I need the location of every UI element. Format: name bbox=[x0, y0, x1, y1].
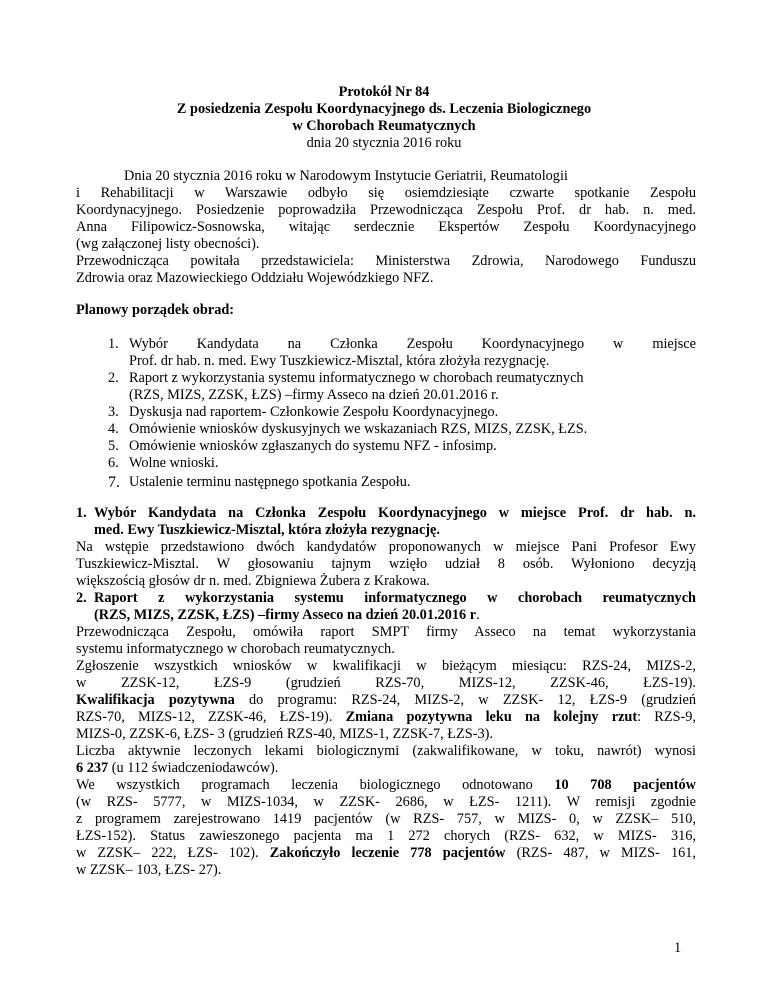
protocol-subtitle: Z posiedzenia Zespołu Koordynacyjnego ds. Leczenia Biologicznego bbox=[176, 101, 592, 117]
document-header bbox=[0, 84, 768, 152]
paragraph-line: większością głosów dr n. med. Zbigniewa Żubera z Krakowa. bbox=[76, 573, 430, 589]
intro-line: Anna Filipowicz-Sosnowska, witając serdecznie Ekspertów Zespołu Koordynacyjnego bbox=[76, 219, 696, 235]
intro-paragraph bbox=[76, 168, 696, 287]
protocol-title: Protokół Nr 84 bbox=[338, 84, 430, 100]
section-2-heading: 2. Raport z wykorzystania systemu informatycznego w chorobach reumatycznych (RZS, MIZS, ZZSK, ŁZS) –firmy Asseco na dzień 20.01.2016 r. bbox=[76, 590, 696, 623]
intro-line: (wg załączonej listy obecności). bbox=[76, 236, 260, 252]
paragraph-line: w ZZSK– 103, ŁZS- 27). bbox=[76, 862, 222, 878]
paragraph-line: systemu informatycznego w chorobach reumatycznych. bbox=[76, 641, 395, 657]
section-1-heading: 1. Wybór Kandydata na Członka Zespołu Koordynacyjnego w miejsce Prof. dr hab. n. med. Ewy Tuszkiewicz-Misztal, która złożyła rezygnację. bbox=[76, 505, 696, 538]
list-item: 2. Raport z wykorzystania systemu informatycznego w chorobach reumatycznych (RZS, MIZS, ZZSK, ŁZS) –firmy Asseco na dzień 20.01.2016 r. bbox=[108, 370, 584, 403]
paragraph-line: Kwalifikacja pozytywna do programu: RZS-24, MIZS-2, w ZZSK- 12, ŁZS-9 (grudzień bbox=[76, 692, 696, 708]
intro-line: i Rehabilitacji w Warszawie odbyło się osiemdziesiąte czwarte spotkanie Zespołu bbox=[76, 185, 696, 201]
list-item: 3. Dyskusja nad raportem- Członkowie Zespołu Koordynacyjnego. bbox=[108, 404, 499, 420]
paragraph-line: Tuszkiewicz-Misztal. W głosowaniu tajnym wzięło udział 8 osób. Wyłoniono decyzją bbox=[76, 556, 696, 572]
agenda-heading: Planowy porządek obrad: bbox=[76, 302, 235, 318]
intro-line: Przewodnicząca powitała przedstawiciela: Ministerstwa Zdrowia, Narodowego Funduszu bbox=[76, 253, 696, 269]
page-number: 1 bbox=[674, 940, 682, 956]
agenda-list bbox=[108, 336, 696, 491]
paragraph-line: MIZS-0, ZZSK-6, ŁZS- 3 (grudzień RZS-40, MIZS-1, ZZSK-7, ŁZS-3). bbox=[76, 726, 493, 742]
protocol-subtitle-2: w Chorobach Reumatycznych bbox=[292, 118, 476, 134]
paragraph-line: 6 237 (u 112 świadczeniodawców). bbox=[76, 760, 279, 776]
paragraph-line: Zgłoszenie wszystkich wniosków w kwalifikacji w bieżącym miesiącu: RZS-24, MIZS-2, bbox=[76, 658, 696, 674]
paragraph-line: RZS-70, MIZS-12, ZZSK-46, ŁZS-19). Zmiana pozytywna leku na kolejny rzut: RZS-9, bbox=[76, 709, 697, 725]
list-item: 4. Omówienie wniosków dyskusyjnych we wskazaniach RZS, MIZS, ZZSK, ŁZS. bbox=[108, 421, 588, 437]
list-item: 7. Ustalenie terminu następnego spotkania Zespołu. bbox=[108, 474, 411, 491]
section-1 bbox=[76, 505, 696, 590]
paragraph-line: z programem zarejestrowano 1419 pacjentów (w RZS- 757, w MIZS- 0, w ZZSK– 510, bbox=[76, 811, 696, 827]
section-2 bbox=[76, 590, 696, 879]
paragraph-line: We wszystkich programach leczenia biologicznego odnotowano 10 708 pacjentów bbox=[76, 777, 696, 793]
paragraph-line: (w RZS- 5777, w MIZS-1034, w ZZSK- 2686, w ŁZS- 1211). W remisji zgodnie bbox=[76, 794, 696, 810]
intro-line: Zdrowia oraz Mazowieckiego Oddziału Wojewódzkiego NFZ. bbox=[76, 270, 434, 286]
protocol-date: dnia 20 stycznia 2016 roku bbox=[306, 135, 462, 151]
list-item: 1. Wybór Kandydata na Członka Zespołu Koordynacyjnego w miejsce Prof. dr hab. n. med. Ewy Tuszkiewicz-Misztal, która złożyła rezygnację. bbox=[108, 336, 696, 369]
paragraph-line: ŁZS-152). Status zawieszonego pacjenta ma 1 272 chorych (RZS- 632, w MIZS- 316, bbox=[76, 828, 696, 844]
paragraph-line: Przewodnicząca Zespołu, omówiła raport SMPT firmy Asseco na temat wykorzystania bbox=[76, 624, 696, 640]
list-item: 6. Wolne wnioski. bbox=[108, 455, 219, 471]
paragraph-line: w ZZSK-12, ŁZS-9 (grudzień RZS-70, MIZS-12, ZZSK-46, ŁZS-19). bbox=[76, 675, 696, 691]
paragraph-line: Liczba aktywnie leczonych lekami biologicznymi (zakwalifikowane, w toku, nawrót) wynosi bbox=[76, 743, 696, 759]
intro-line: Dnia 20 stycznia 2016 roku w Narodowym Instytucie Geriatrii, Reumatologii bbox=[124, 168, 568, 184]
paragraph-line: Na wstępie przedstawiono dwóch kandydatów proponowanych w miejsce Pani Profesor Ewy bbox=[76, 539, 696, 555]
paragraph-line: w ZZSK– 222, ŁZS- 102). Zakończyło leczenie 778 pacjentów (RZS- 487, w MIZS- 161, bbox=[76, 845, 696, 861]
intro-line: Koordynacyjnego. Posiedzenie poprowadziła Przewodnicząca Zespołu Prof. dr hab. n. med. bbox=[76, 202, 696, 218]
list-item: 5. Omówienie wniosków zgłaszanych do systemu NFZ - infosimp. bbox=[108, 438, 497, 454]
